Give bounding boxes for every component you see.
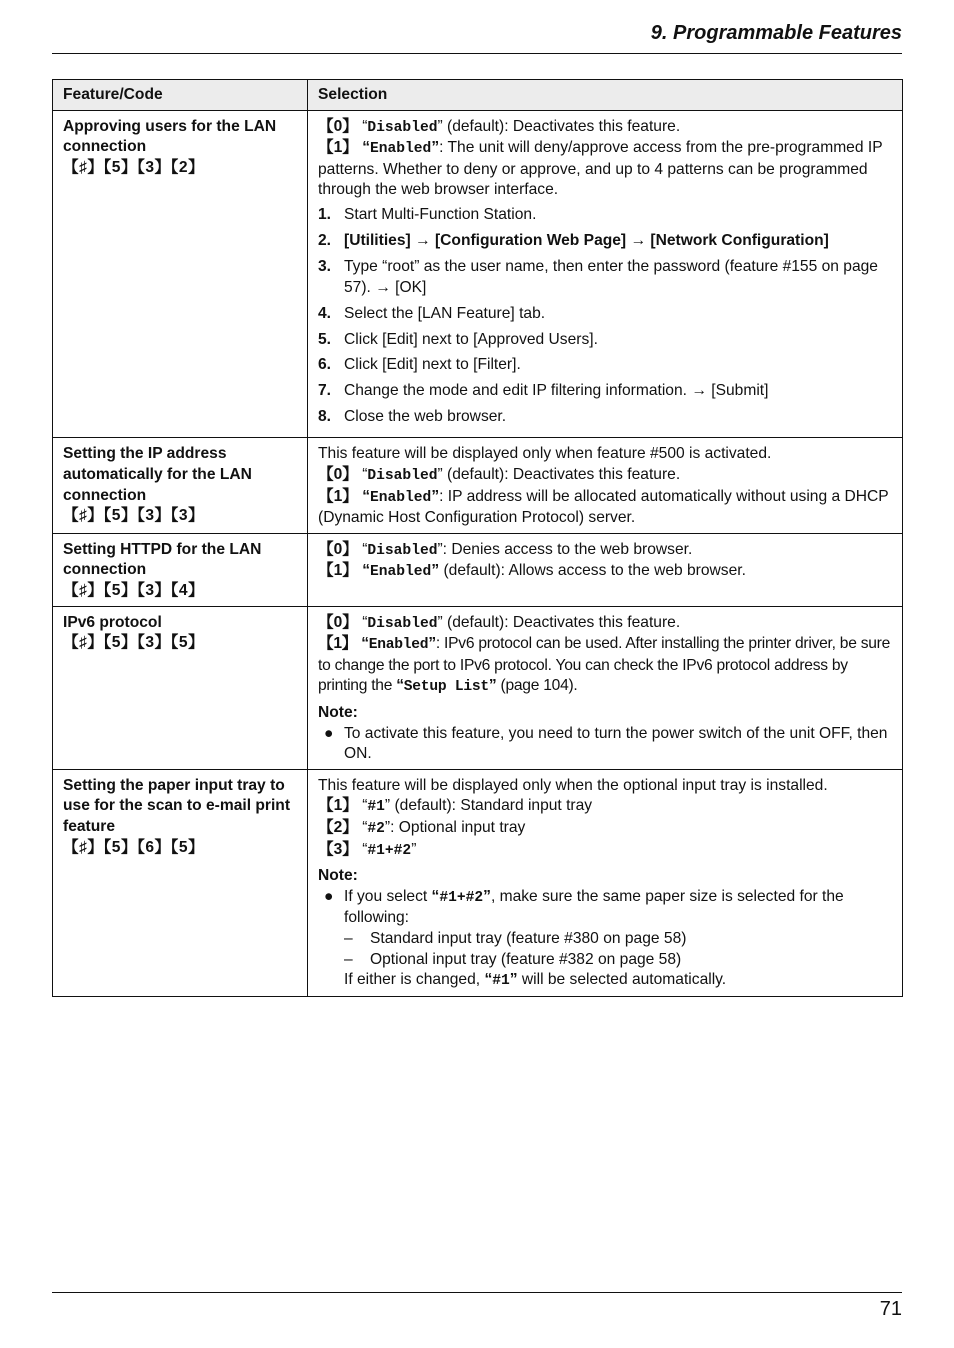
feature-name: Setting the paper input tray to use for the scan to e-mail print feature xyxy=(63,776,291,835)
option-line: 【1】 “Enabled”: IP address will be allocated automatically without using a DHCP (Dynamic Host Configuration Protocol) server. xyxy=(318,487,889,527)
feature-cell xyxy=(53,438,308,533)
list-item: 2. [Utilities] → [Configuration Web Page] → [Network Configuration] xyxy=(318,231,829,249)
option-line: 【1】 “Enabled” (default): Allows access to the web browser. xyxy=(318,562,746,581)
column-header-selection: Selection xyxy=(308,80,903,111)
features-table xyxy=(52,79,903,997)
list-item: 6. Click [Edit] next to [Filter]. xyxy=(318,356,521,374)
selection-cell xyxy=(308,110,903,438)
table-row xyxy=(53,533,903,606)
header-rule xyxy=(52,53,902,54)
table-row xyxy=(53,769,903,996)
list-item: 3. Type “root” as the user name, then enter the password (feature #155 on page 57). → [OK] xyxy=(318,257,878,296)
option-line: 【0】 “Disabled” (default): Deactivates this feature. xyxy=(318,117,681,136)
feature-cell xyxy=(53,110,308,438)
option-line: 【1】 “Enabled”: IPv6 protocol can be used. After installing the printer driver, be sure to change the port to IPv6 protocol. You can check the IPv6 protocol address by printing the “Setup List” (page 104). xyxy=(318,635,891,696)
selection-cell xyxy=(308,769,903,996)
option-line: 【1】 “#1” (default): Standard input tray xyxy=(318,797,593,816)
feature-name: IPv6 protocol xyxy=(63,613,162,631)
page-number: 71 xyxy=(879,1298,902,1320)
feature-code: 【♯】【5】【3】【4】 xyxy=(63,582,205,599)
option-line: 【1】 “Enabled”: The unit will deny/approve access from the pre-programmed IP patterns. Whether to deny or approve, and up to 4 patterns can be programmed through the web browser interface. xyxy=(318,139,883,199)
feature-cell xyxy=(53,533,308,606)
feature-name: Setting HTTPD for the LAN connection xyxy=(63,540,262,579)
option-line: 【2】 “#2”: Optional input tray xyxy=(318,818,526,837)
intro-text: This feature will be displayed only when feature #500 is activated. xyxy=(318,445,772,463)
feature-cell xyxy=(53,606,308,769)
option-line: 【0】 “Disabled” (default): Deactivates this feature. xyxy=(318,613,681,632)
selection-cell xyxy=(308,533,903,606)
footer-rule xyxy=(52,1292,902,1293)
table-row xyxy=(53,606,903,769)
note-bullet: ● To activate this feature, you need to turn the power switch of the unit OFF, then ON. xyxy=(324,724,888,763)
list-item: 1. Start Multi-Function Station. xyxy=(318,205,537,223)
list-item: 8. Close the web browser. xyxy=(318,408,507,426)
table-row xyxy=(53,438,903,533)
feature-code: 【♯】【5】【6】【5】 xyxy=(63,838,205,856)
intro-text: This feature will be displayed only when the optional input tray is installed. xyxy=(318,776,828,794)
list-item: 5. Click [Edit] next to [Approved Users]. xyxy=(318,330,598,348)
option-line: 【0】 “Disabled”: Denies access to the web browser. xyxy=(318,540,693,559)
selection-cell xyxy=(308,606,903,769)
column-header-feature: Feature/Code xyxy=(53,80,308,111)
feature-cell xyxy=(53,769,308,996)
note-label: Note: xyxy=(318,867,358,885)
note-label: Note: xyxy=(318,703,358,721)
feature-name: Approving users for the LAN connection xyxy=(63,117,277,156)
page-header-title: 9. Programmable Features xyxy=(650,22,902,44)
list-item: 4. Select the [LAN Feature] tab. xyxy=(318,304,546,322)
note-tail: If either is changed, “#1” will be selected automatically. xyxy=(344,971,727,990)
note-bullet: ● If you select “#1+#2”, make sure the same paper size is selected for the following: xyxy=(324,887,844,927)
selection-cell xyxy=(308,438,903,533)
list-item: – Standard input tray (feature #380 on page 58) xyxy=(344,929,687,947)
feature-code: 【♯】【5】【3】【5】 xyxy=(63,634,205,652)
option-line: 【0】 “Disabled” (default): Deactivates this feature. xyxy=(318,466,681,485)
feature-name: Setting the IP address automatically for the LAN connection xyxy=(63,445,252,504)
table-row xyxy=(53,110,903,438)
option-line: 【3】 “#1+#2” xyxy=(318,840,417,859)
list-item: 7. Change the mode and edit IP filtering information. → [Submit] xyxy=(318,382,769,400)
feature-code: 【♯】【5】【3】【3】 xyxy=(63,507,205,525)
steps-list xyxy=(318,205,892,428)
table-header-row xyxy=(53,80,903,111)
list-item: – Optional input tray (feature #382 on page 58) xyxy=(344,950,682,968)
feature-code: 【♯】【5】【3】【2】 xyxy=(63,158,205,176)
